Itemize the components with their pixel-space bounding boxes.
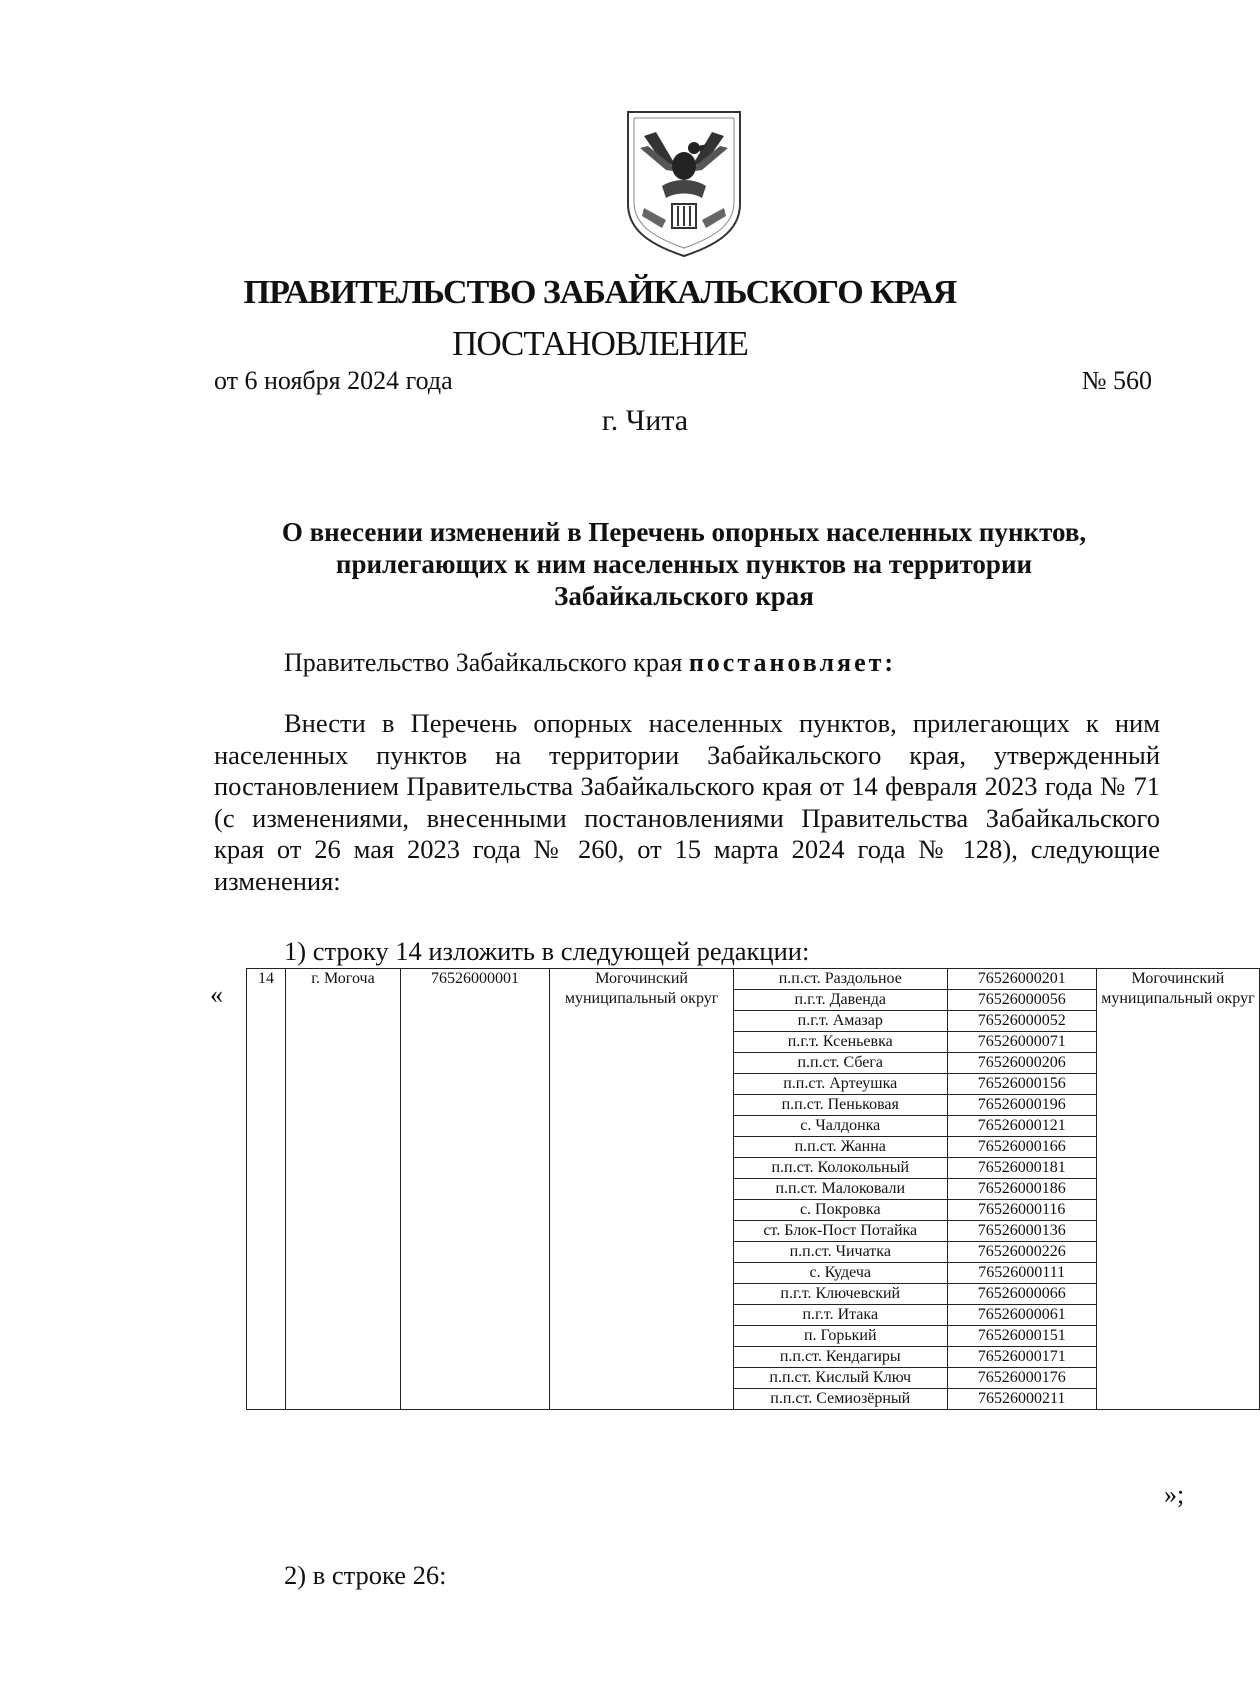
adjacent-settlement-code: 76526000226 — [947, 1242, 1096, 1263]
adjacent-settlement-code: 76526000201 — [947, 969, 1096, 990]
adjacent-settlement-name: ст. Блок-Пост Потайка — [733, 1221, 947, 1242]
quote-open: « — [210, 980, 223, 1009]
adjacent-settlement-name: п.г.т. Ксеньевка — [733, 1032, 947, 1053]
adjacent-settlement-name: п.п.ст. Семиозёрный — [733, 1389, 947, 1410]
adjacent-settlement-code: 76526000136 — [947, 1221, 1096, 1242]
subject-line-1: О внесении изменений в Перечень опорных населенных пунктов, — [281, 517, 1087, 547]
preamble-verb: постановляет: — [688, 648, 897, 677]
subject-line-2: прилегающих к ним населенных пунктов на территории — [335, 549, 1033, 579]
adjacent-settlement-code: 76526000176 — [947, 1368, 1096, 1389]
settlements-table — [246, 968, 1260, 1410]
adjacent-settlement-code: 76526000052 — [947, 1011, 1096, 1032]
adjacent-settlement-code: 76526000061 — [947, 1305, 1096, 1326]
document-number: № 560 — [1081, 366, 1152, 395]
adjacent-settlement-code: 76526000186 — [947, 1179, 1096, 1200]
body-paragraph: Внести в Перечень опорных населенных пунктов, прилегающих к ним населенных пунктов на территории Забайкальского края, утвержденный постановлением Правительства Забайкальского края от 14 февраля 2023 года № 71 (с изменениями, внесенными постановлениями Правительства Забайкальского края от 26 мая 2023 года № 260, от 15 марта 2024 года № 128), следующие изменения: — [214, 708, 1160, 896]
support-district-cell: Могочинский муниципальный округ — [550, 969, 734, 1410]
adjacent-settlement-code: 76526000181 — [947, 1158, 1096, 1179]
adjacent-settlement-code: 76526000066 — [947, 1284, 1096, 1305]
adjacent-settlement-name: п.п.ст. Чичатка — [733, 1242, 947, 1263]
adjacent-settlement-name: п.п.ст. Сбега — [733, 1053, 947, 1074]
adjacent-settlement-code: 76526000071 — [947, 1032, 1096, 1053]
adjacent-settlement-name: п.п.ст. Артеушка — [733, 1074, 947, 1095]
adjacent-settlement-name: с. Кудеча — [733, 1263, 947, 1284]
coat-of-arms-emblem — [622, 108, 746, 258]
adjacent-settlement-code: 76526000166 — [947, 1137, 1096, 1158]
item-2: 2) в строке 26: — [284, 1560, 447, 1590]
item-1: 1) строку 14 изложить в следующей редакции: — [284, 936, 810, 966]
adjacent-settlement-code: 76526000156 — [947, 1074, 1096, 1095]
adjacent-settlement-name: п.г.т. Амазар — [733, 1011, 947, 1032]
adjacent-settlement-name: п.г.т. Итака — [733, 1305, 947, 1326]
adjacent-settlement-code: 76526000151 — [947, 1326, 1096, 1347]
adjacent-settlement-code: 76526000196 — [947, 1095, 1096, 1116]
table-row — [247, 969, 1260, 990]
adjacent-settlement-name: п.г.т. Ключевский — [733, 1284, 947, 1305]
adjacent-settlement-code: 76526000056 — [947, 990, 1096, 1011]
adjacent-settlement-name: п.п.ст. Раздольное — [733, 969, 947, 990]
adjacent-settlement-code: 76526000171 — [947, 1347, 1096, 1368]
adjacent-settlement-code: 76526000116 — [947, 1200, 1096, 1221]
adjacent-settlement-name: п.п.ст. Малоковали — [733, 1179, 947, 1200]
adjacent-settlement-name: п.п.ст. Кислый Ключ — [733, 1368, 947, 1389]
adjacent-settlement-name: с. Чалдонка — [733, 1116, 947, 1137]
adjacent-settlement-name: п. Горький — [733, 1326, 947, 1347]
adjacent-district-cell: Могочинский муниципальный округ — [1096, 969, 1259, 1410]
adjacent-settlement-code: 76526000206 — [947, 1053, 1096, 1074]
preamble — [284, 648, 896, 678]
adjacent-settlement-name: п.п.ст. Пеньковая — [733, 1095, 947, 1116]
adjacent-settlement-code: 76526000121 — [947, 1116, 1096, 1137]
document-type: ПОСТАНОВЛЕНИЕ — [452, 324, 748, 363]
adjacent-settlement-name: п.г.т. Давенда — [733, 990, 947, 1011]
quote-close: »; — [1164, 1480, 1185, 1509]
adjacent-settlement-name: п.п.ст. Колокольный — [733, 1158, 947, 1179]
row-number-cell: 14 — [247, 969, 286, 1410]
document-city: г. Чита — [601, 404, 689, 437]
preamble-text: Правительство Забайкальского края — [284, 648, 683, 677]
adjacent-settlement-name: п.п.ст. Кендагиры — [733, 1347, 947, 1368]
adjacent-settlement-name: п.п.ст. Жанна — [733, 1137, 947, 1158]
adjacent-settlement-code: 76526000111 — [947, 1263, 1096, 1284]
subject-line-3: Забайкальского края — [554, 581, 814, 611]
support-settlement-cell: г. Могоча — [286, 969, 401, 1410]
adjacent-settlement-code: 76526000211 — [947, 1389, 1096, 1410]
government-title: ПРАВИТЕЛЬСТВО ЗАБАЙКАЛЬСКОГО КРАЯ — [243, 274, 957, 311]
document-date: от 6 ноября 2024 года — [214, 366, 453, 395]
support-code-cell: 76526000001 — [400, 969, 549, 1410]
document-subject — [214, 516, 1154, 612]
adjacent-settlement-name: с. Покровка — [733, 1200, 947, 1221]
